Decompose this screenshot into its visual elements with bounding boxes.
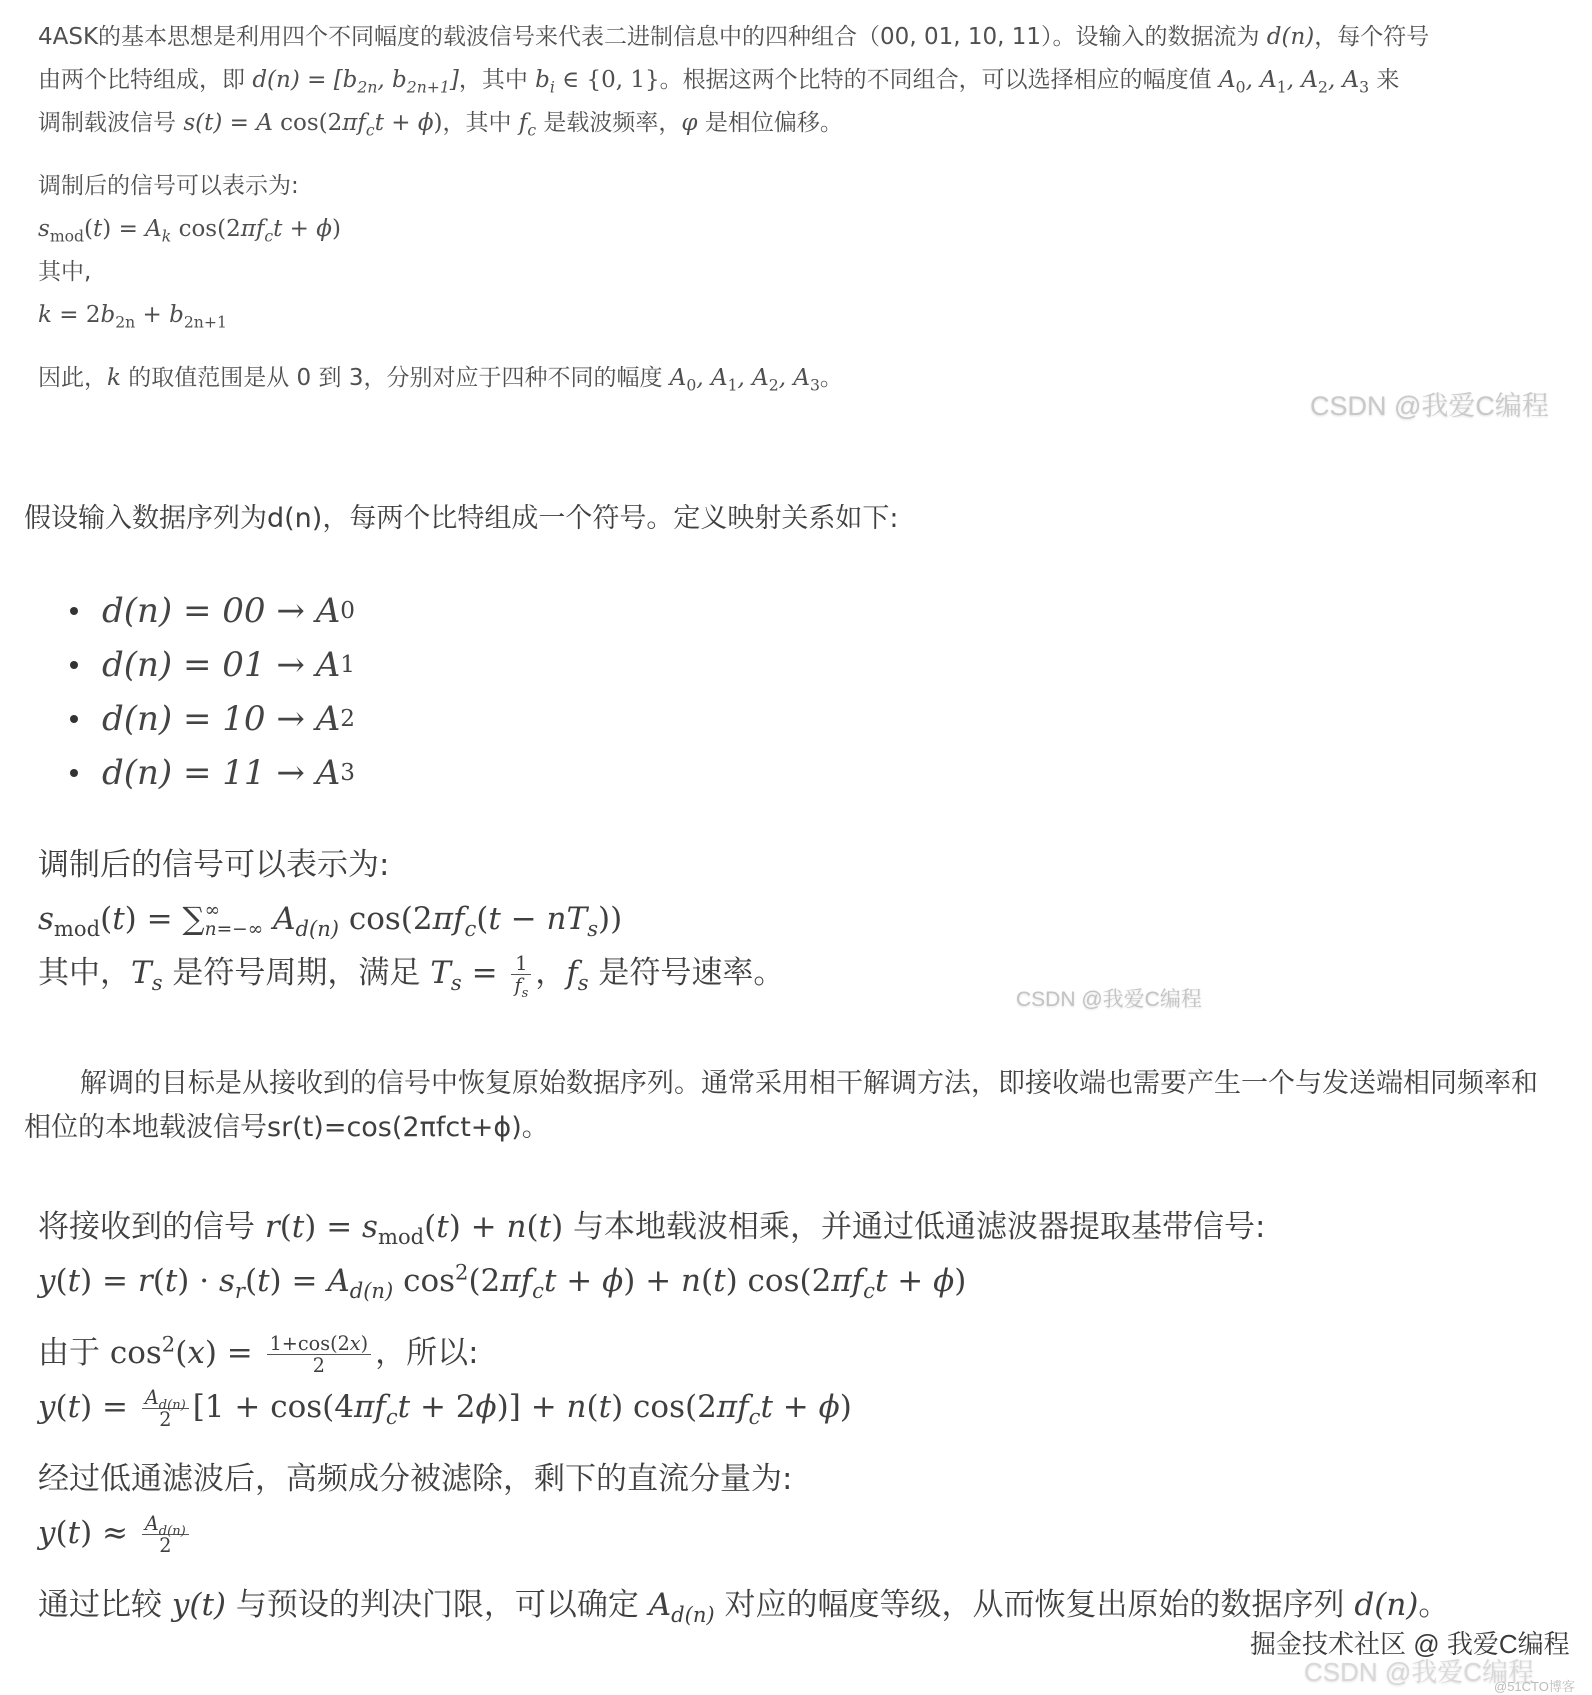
bullet-icon <box>70 661 78 669</box>
k-equation: $k = 2b_{2n} + b_{2n+1}$ <box>38 302 227 332</box>
list-item: d(n) = 10 → A 2 <box>70 692 355 746</box>
list-item: d(n) = 01 → A 1 <box>70 638 355 692</box>
math-amplitudes: $A_0$, $A_1$, $A_2$, $A_3$ <box>1218 67 1370 97</box>
mapping-rhs: A <box>315 591 341 631</box>
mapping-list <box>70 584 355 800</box>
mapping-heading: 假设输入数据序列为d(n)，每两个比特组成一个符号。定义映射关系如下: <box>24 503 899 534</box>
text: 是符号周期，满足 <box>162 955 431 991</box>
intro-section <box>38 16 1568 400</box>
watermark-51cto: @51CTO博客 <box>1494 1679 1575 1694</box>
modulated-section <box>38 838 784 1000</box>
text: ，所以: <box>375 1335 479 1371</box>
demod-section <box>24 1062 1564 1150</box>
derivation-line-3 <box>38 1326 1449 1380</box>
text: 与本地载波相乘，并通过低通滤波器提取基带信号: <box>563 1209 1266 1245</box>
text: ，其中 <box>458 67 536 93</box>
mapping-lhs: d(n) = 01 <box>102 645 266 685</box>
derivation-line-4: y(t) = $\frac{A_{d(n)}}{2}$ $[1 + \cos(4\pi f_ct + 2\phi)] + n(t) \cos(2\pi f_ct + \phi)$ <box>38 1385 852 1431</box>
math-carrier: s(t) = A $\cos(2\pi f_ct + \phi)$ <box>183 110 443 140</box>
math-dn: d(n) <box>1354 1587 1419 1623</box>
text: 是载波频率， <box>536 110 682 136</box>
text: 来 <box>1369 67 1400 93</box>
text: 其中， <box>38 955 131 991</box>
text: 由两个比特组成，即 <box>38 67 253 93</box>
text: 由于 <box>38 1335 110 1371</box>
text: 的取值范围是从 0 到 3，分别对应于四种不同的幅度 <box>120 365 670 391</box>
text: ， <box>535 955 567 991</box>
bullet-icon <box>70 769 78 777</box>
text: ，其中 <box>442 110 519 136</box>
mod-label: 调制后的信号可以表示为: <box>38 173 299 199</box>
math-rt: $r(t) = s_{mod}(t) + n(t)$ <box>264 1209 564 1250</box>
list-item: d(n) = 00 → A 0 <box>70 584 355 638</box>
arrow-icon: → <box>276 645 305 685</box>
list-item: d(n) = 11 → A 3 <box>70 746 355 800</box>
arrow-icon: → <box>276 699 305 739</box>
math-amplitudes-2: $A_0$, $A_1$, $A_2$, $A_3$ <box>669 365 820 395</box>
text: 对应的幅度等级，从而恢复出原始的数据序列 <box>714 1587 1355 1623</box>
math-Ts-eq: $T_s$ = $\frac{1}{f_s}$ <box>430 955 535 991</box>
math-dn-bits: $d(n) = [b_{2n}$, $b_{2n+1}$] <box>252 67 459 97</box>
math-Adn: $A_{d(n)}$ <box>648 1587 715 1628</box>
mapping-rhs: A <box>315 645 341 685</box>
modulated-equation: $s_{mod}(t)$ = ∑ ∞ n=−∞ $A_{d(n)}$ $\cos(2\pi f_c(t - nT_s))$ <box>38 899 623 942</box>
text: 将接收到的信号 <box>38 1209 265 1245</box>
text: 。 <box>1418 1587 1450 1623</box>
modulated-where <box>38 946 784 1000</box>
text: 与预设的判决门限，可以确定 <box>226 1587 649 1623</box>
text: 是符号速率。 <box>588 955 785 991</box>
mod-equation: $s_{mod}(t) = A_k$ $\cos(2\pi f_ct + \phi)$ <box>38 216 341 246</box>
modulation-block <box>38 165 1568 337</box>
text: 。 <box>819 365 843 391</box>
derivation-line-2: $y(t) = r(t) \cdot s_r(t) = A_{d(n)}$ $\cos^2(2\pi f_ct + \phi) + n(t) \cos(2\pi f_ct + \phi)$ <box>38 1259 967 1304</box>
watermark-csdn: CSDN @我爱C编程 <box>1304 1657 1535 1687</box>
text: 。根据这两个比特的不同组合，可以选择相应的幅度值 <box>659 67 1219 93</box>
math-cos2: $\cos^2(x)$ = $\frac{1+\cos(2x)}{2}$ <box>110 1335 375 1371</box>
text: 因此， <box>38 365 107 391</box>
derivation-section <box>38 1200 1449 1632</box>
watermark-csdn: CSDN @我爱C编程 <box>1016 988 1202 1011</box>
math-bi: $b_i$ ∈ {0, 1} <box>535 67 660 97</box>
derivation-line-7 <box>38 1578 1449 1632</box>
intro-line-2 <box>38 59 1568 102</box>
bullet-icon <box>70 715 78 723</box>
math-fs: $f_s$ <box>566 955 589 996</box>
derivation-line-1 <box>38 1200 1449 1254</box>
mapping-lhs: d(n) = 11 <box>102 753 266 793</box>
text: 是相位偏移。 <box>697 110 843 136</box>
math-fc: $f_c$ <box>518 110 537 140</box>
modulated-label: 调制后的信号可以表示为: <box>38 847 390 883</box>
mapping-rhs: A <box>315 753 341 793</box>
math-phi: φ <box>681 110 698 136</box>
text: ，每个符号 <box>1314 24 1430 50</box>
watermark-csdn: CSDN @我爱C编程 <box>1310 391 1549 421</box>
arrow-icon: → <box>276 753 305 793</box>
math-yt: y(t) <box>171 1587 227 1623</box>
mapping-rhs: A <box>315 699 341 739</box>
watermark-juejin: 掘金技术社区 @ 我爱C编程 <box>1250 1629 1570 1659</box>
derivation-line-5: 经过低通滤波后，高频成分被滤除，剩下的直流分量为: <box>38 1461 793 1497</box>
math-k: k <box>107 365 121 391</box>
demod-paragraph: 解调的目标是从接收到的信号中恢复原始数据序列。通常采用相干解调方法，即接收端也需要产生一个与发送端相同频率和相位的本地载波信号sr(t)=cos(2πfct+ϕ)。 <box>24 1068 1538 1143</box>
math-dn: d(n) <box>1266 24 1315 50</box>
intro-line-3 <box>38 102 1568 145</box>
math-Ts: $T_s$ <box>131 955 163 996</box>
arrow-icon: → <box>276 591 305 631</box>
mapping-lhs: d(n) = 10 <box>102 699 266 739</box>
mapping-lhs: d(n) = 00 <box>102 591 266 631</box>
derivation-line-6: y(t) ≈ $\frac{A_{d(n)}}{2}$ <box>38 1506 1449 1560</box>
where-label: 其中, <box>38 259 92 285</box>
text: 4ASK的基本思想是利用四个不同幅度的载波信号来代表二进制信息中的四种组合（00, 01, 10, 11）。设输入的数据流为 <box>38 24 1267 50</box>
intro-line-1 <box>38 16 1568 59</box>
text: 调制载波信号 <box>38 110 184 136</box>
bullet-icon <box>70 607 78 615</box>
text: 通过比较 <box>38 1587 172 1623</box>
